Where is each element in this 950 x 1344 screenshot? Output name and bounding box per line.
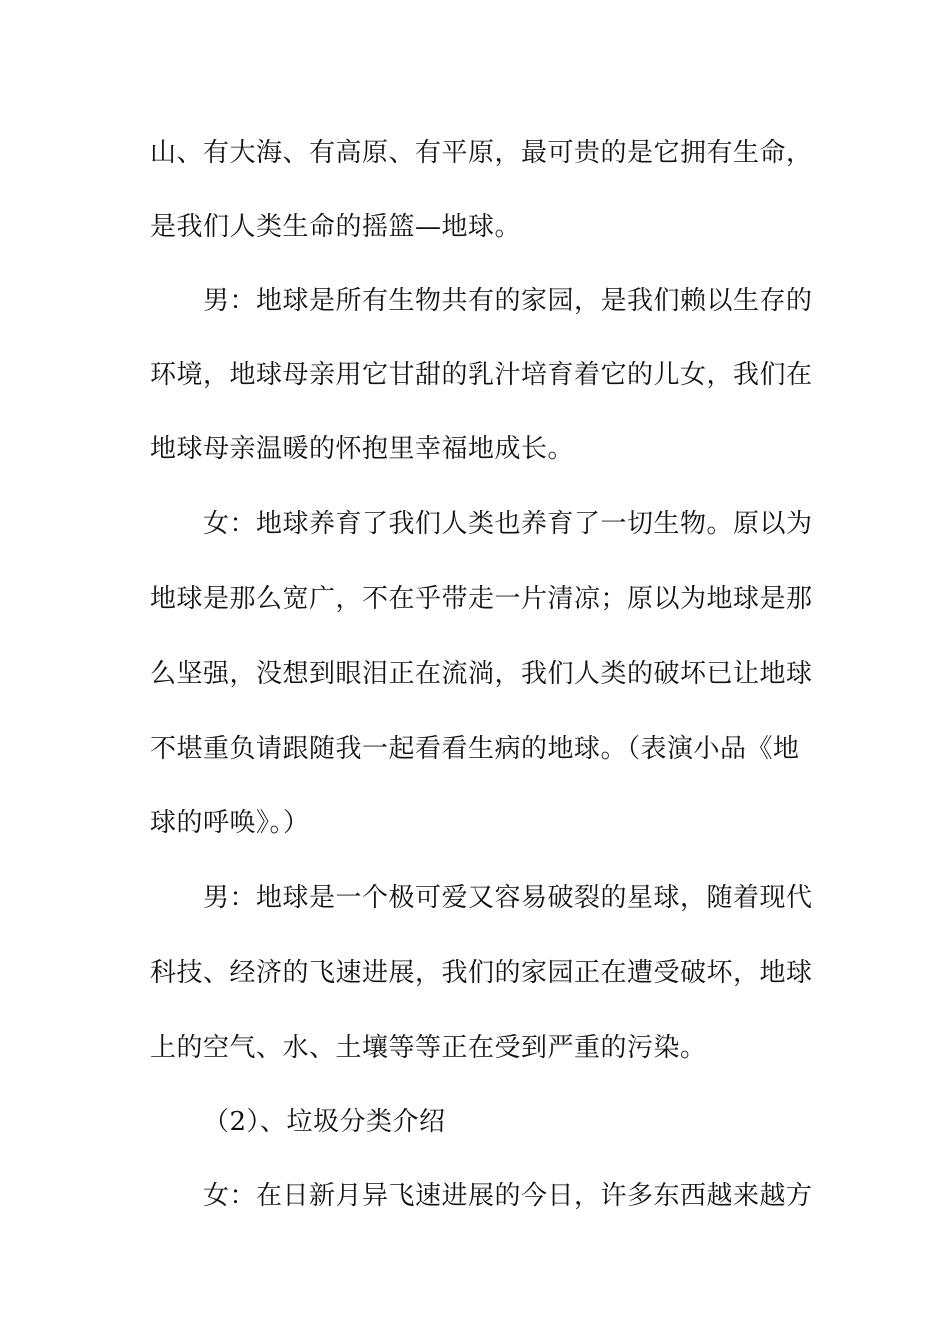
section-heading: （2）、垃圾分类介绍 [203,1107,446,1137]
paragraph-start-line: 男：地球是所有生物共有的家园，是我们赖以生存的 [203,286,813,316]
paragraph-start-line: 女：地球养育了我们人类也养育了一切生物。原以为 [203,509,813,539]
text-line: 环境，地球母亲用它甘甜的乳汁培育着它的儿女，我们在 [150,360,813,390]
text-line: 地球是那么宽广，不在乎带走一片清凉；原以为地球是那 [150,584,813,614]
text-line: 是我们人类生命的摇篮—地球。 [150,212,522,242]
text-line: 么坚强，没想到眼泪正在流淌，我们人类的破坏已让地球 [150,659,813,689]
text-line: 山、有大海、有高原、有平原，最可贵的是它拥有生命， [150,138,813,168]
text-line: 科技、经济的飞速进展，我们的家园正在遭受破坏，地球 [150,958,813,988]
text-line: 不堪重负请跟随我一起看看生病的地球。（表演小品《地 [150,734,800,764]
text-line: 上的空气、水、土壤等等正在受到严重的污染。 [150,1033,707,1063]
text-line: 球的呼唤》。） [150,808,310,838]
text-line: 地球母亲温暖的怀抱里幸福地成长。 [150,434,575,464]
paragraph-start-line: 女：在日新月异飞速进展的今日，许多东西越来越方 [203,1181,813,1211]
paragraph-start-line: 男：地球是一个极可爱又容易破裂的星球，随着现代 [203,883,813,913]
